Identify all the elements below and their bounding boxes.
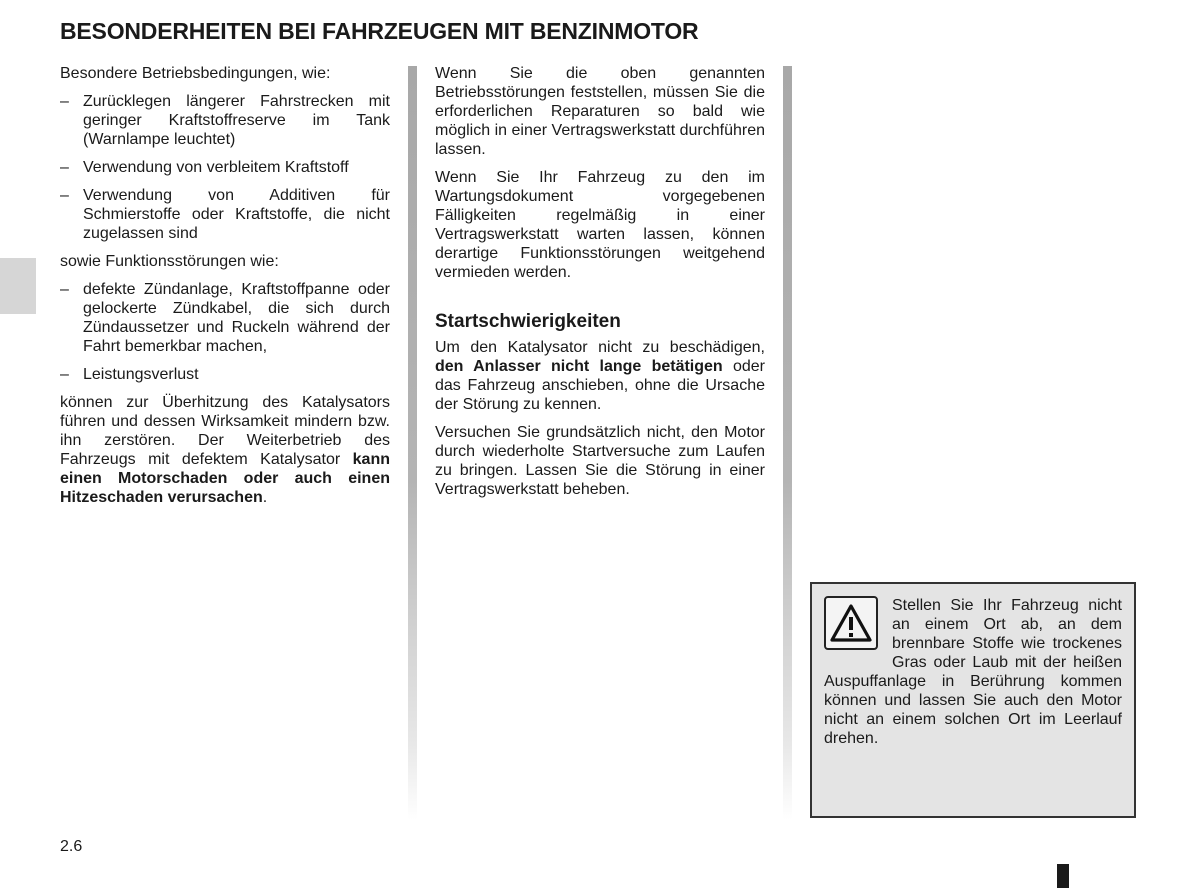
warning-text: Stellen Sie Ihr Fahrzeug nicht an einem Ort ab, an dem brennbare Stoffe wie trockenes Gras oder Laub mit der heißen Auspuffanlage in Berührung kommen können und lassen Sie auch den Motor nicht an einem solchen Ort im Leerlauf drehen. [824, 597, 1122, 747]
consequence-text: können zur Überhitzung des Katalysators führen und dessen Wirksamkeit mindern bzw. ihn zerstören. Der Weiterbetrieb des Fahrzeugs mit defektem Katalysator [60, 394, 390, 468]
warning-triangle-icon [824, 596, 878, 650]
maintenance-paragraph: Wenn Sie Ihr Fahrzeug zu den im Wartungsdokument vorgegebenen Fälligkeiten regelmäßig in einer Vertragswerkstatt warten lassen, können derartige Funktionsstörungen weitgehend vermieden werden. [435, 169, 765, 281]
warning-box [810, 582, 1136, 818]
list-dash: – [60, 93, 69, 110]
middle-column [435, 64, 765, 508]
list-dash: – [60, 187, 69, 204]
list-dash: – [60, 366, 69, 383]
page-title: BESONDERHEITEN BEI FAHRZEUGEN MIT BENZINMOTOR [60, 18, 699, 44]
list-item-text: Verwendung von Additiven für Schmierstoffe oder Kraftstoffe, die nicht zugelassen sind [83, 187, 390, 242]
list-item-text: defekte Zündanlage, Kraftstoffpanne oder gelockerte Zündkabel, die sich durch Zündaussetzer und Ruckeln während der Fahrt bemerkbar machen, [83, 281, 390, 355]
list-dash: – [60, 159, 69, 176]
consequence-paragraph [60, 393, 390, 507]
list-dash: – [60, 281, 69, 298]
list-item [60, 186, 390, 243]
list-item-text: Zurücklegen längerer Fahrstrecken mit geringer Kraftstoffreserve im Tank (Warnlampe leuchtet) [83, 93, 390, 148]
left-column [60, 64, 390, 516]
column-divider-bar [408, 66, 417, 820]
starter-text-end: oder das Fahrzeug anschieben, ohne die Ursache der Störung zu kennen. [435, 358, 766, 413]
starter-text: Um den Katalysator nicht zu beschädigen, [435, 339, 765, 356]
page-number: 2.6 [60, 838, 83, 855]
repair-paragraph: Wenn Sie die oben genannten Betriebsstörungen feststellen, müssen Sie die erforderlichen Reparaturen so bald wie möglich in einer Vertragswerkstatt durchführen lassen. [435, 65, 765, 158]
malfunctions-intro: sowie Funktionsstörungen wie: [60, 253, 279, 270]
list-item [60, 280, 390, 356]
consequence-end: . [262, 489, 268, 506]
list-item-text: Verwendung von verbleitem Kraftstoff [83, 159, 349, 176]
section-heading: Startschwierigkeiten [435, 311, 621, 332]
list-item [60, 158, 390, 177]
start-attempts-paragraph: Versuchen Sie grundsätzlich nicht, den Motor durch wiederholte Startversuche zum Laufen zu bringen. Lassen Sie die Störung in einer Vertragswerkstatt beheben. [435, 424, 765, 498]
column-divider-bar [783, 66, 792, 820]
starter-bold: den Anlasser nicht lange betätigen [435, 358, 723, 375]
conditions-intro: Besondere Betriebsbedingungen, wie: [60, 65, 331, 82]
starter-paragraph [435, 338, 765, 414]
corner-marker [1057, 864, 1069, 888]
consequence-bold: kann einen Motorschaden oder auch einen Hitzeschaden verursachen [60, 451, 390, 506]
list-item [60, 92, 390, 149]
list-item [60, 365, 390, 384]
chapter-tab-marker [0, 258, 36, 314]
list-item-text: Leistungsverlust [83, 366, 199, 383]
